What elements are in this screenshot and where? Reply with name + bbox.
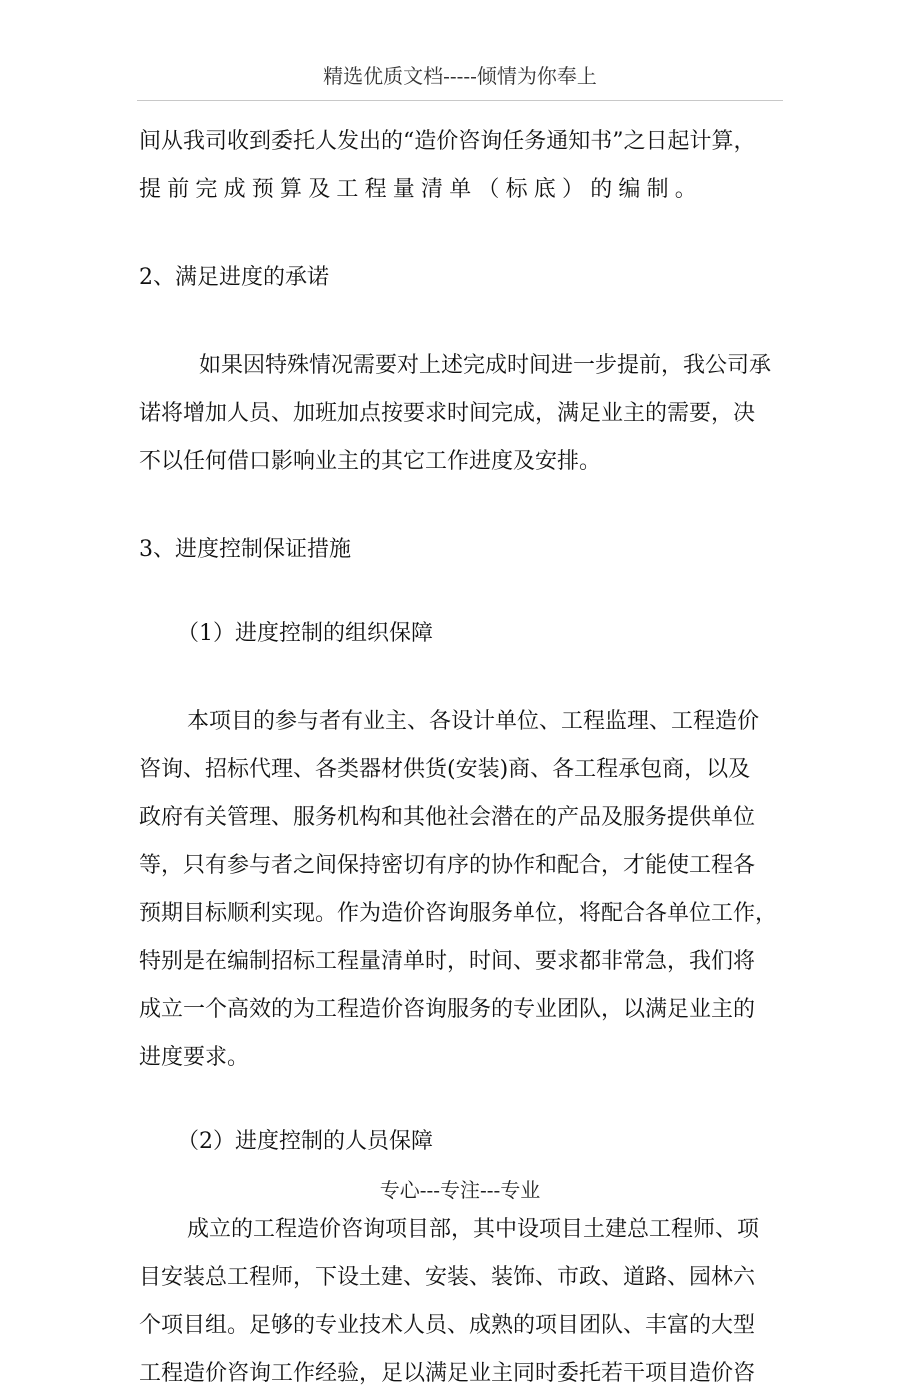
header-divider bbox=[137, 100, 783, 101]
paragraph-line: 目安装总工程师，下设土建、安装、装饰、市政、道路、园林六 bbox=[139, 1265, 756, 1290]
paragraph-line: 如果因特殊情况需要对上述完成时间进一步提前，我公司承 bbox=[199, 353, 772, 378]
document-body bbox=[139, 118, 794, 1398]
paragraph-line: 间从我司收到委托人发出的“造价咨询任务通知书”之日起计算， bbox=[139, 129, 756, 154]
subsection-heading: （2）进度控制的人员保障 bbox=[177, 1129, 433, 1154]
page-footer: 专心---专注---专业 bbox=[379, 1178, 541, 1202]
paragraph-line: 成立的工程造价咨询项目部，其中设项目土建总工程师、项 bbox=[187, 1217, 760, 1242]
paragraph-line: 咨询、招标代理、各类器材供货(安装)商、各工程承包商，以及 bbox=[139, 757, 751, 782]
paragraph-line: 成立一个高效的为工程造价咨询服务的专业团队，以满足业主的 bbox=[139, 997, 756, 1022]
paragraph-line: 个项目组。足够的专业技术人员、成熟的项目团队、丰富的大型 bbox=[139, 1313, 756, 1338]
paragraph-line: 进度要求。 bbox=[139, 1045, 250, 1070]
paragraph-line: 本项目的参与者有业主、各设计单位、工程监理、工程造价 bbox=[187, 709, 760, 734]
section-heading: 3、进度控制保证措施 bbox=[139, 537, 351, 562]
paragraph-line: 诺将增加人员、加班加点按要求时间完成，满足业主的需要，决 bbox=[139, 401, 756, 426]
paragraph-line: 等，只有参与者之间保持密切有序的协作和配合，才能使工程各 bbox=[139, 853, 756, 878]
paragraph-line: 政府有关管理、服务机构和其他社会潜在的产品及服务提供单位 bbox=[139, 805, 756, 830]
paragraph-line: 工程造价咨询工作经验，足以满足业主同时委托若干项目造价咨 bbox=[139, 1361, 756, 1386]
paragraph-line: 提前完成预算及工程量清单（标底）的编制。 bbox=[139, 177, 704, 202]
paragraph-line: 特别是在编制招标工程量清单时，时间、要求都非常急，我们将 bbox=[139, 949, 756, 974]
subsection-heading: （1）进度控制的组织保障 bbox=[177, 621, 433, 646]
page-header: 精选优质文档-----倾情为你奉上 bbox=[323, 64, 597, 88]
paragraph-line: 不以任何借口影响业主的其它工作进度及安排。 bbox=[139, 449, 602, 474]
paragraph-line: 预期目标顺利实现。作为造价咨询服务单位，将配合各单位工作， bbox=[139, 901, 778, 926]
section-heading: 2、满足进度的承诺 bbox=[139, 265, 329, 290]
